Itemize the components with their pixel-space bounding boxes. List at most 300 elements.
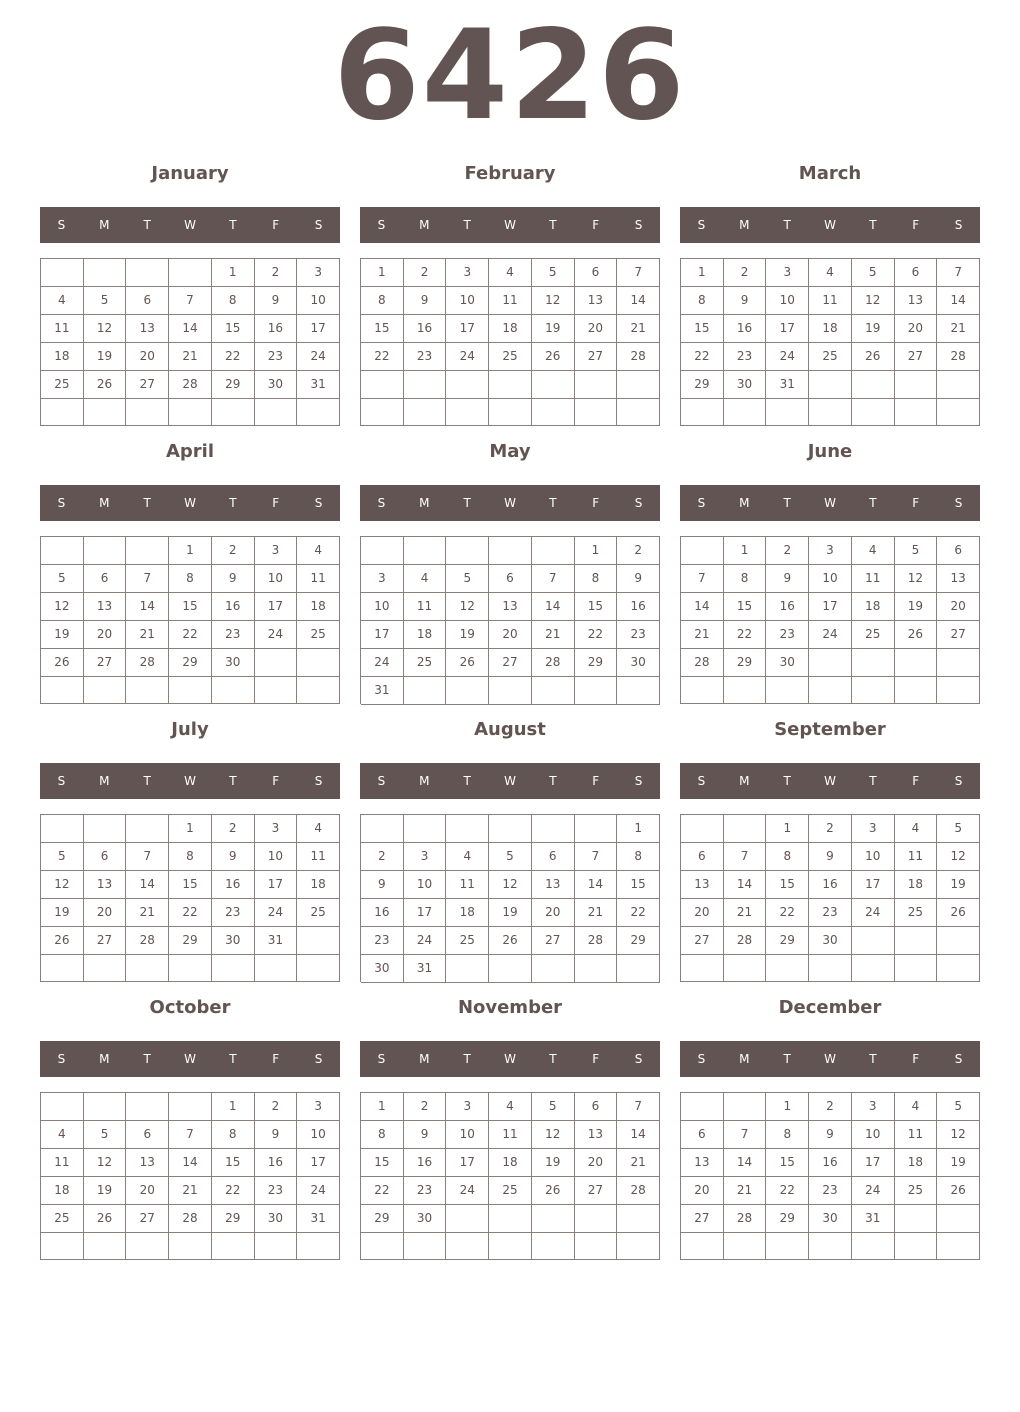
day-cell: 17	[297, 1149, 340, 1177]
month-name: August	[474, 719, 546, 740]
day-cell: 14	[126, 593, 169, 621]
month-name: February	[464, 163, 556, 184]
day-cell: 17	[255, 593, 298, 621]
day-cell: 19	[489, 899, 532, 927]
empty-cell	[852, 677, 895, 704]
day-cell: 28	[937, 343, 980, 371]
empty-cell	[724, 955, 767, 982]
day-cell: 8	[681, 287, 724, 315]
day-cell: 14	[575, 871, 618, 899]
empty-cell	[297, 677, 340, 704]
month-name: April	[165, 441, 215, 462]
empty-cell	[126, 1093, 169, 1121]
day-cell: 31	[766, 371, 809, 399]
day-cell: 21	[617, 315, 660, 343]
empty-cell	[852, 371, 895, 399]
day-cell: 6	[681, 843, 724, 871]
empty-cell	[126, 537, 169, 565]
day-cell: 17	[446, 1149, 489, 1177]
empty-cell	[532, 1205, 575, 1233]
day-cell: 25	[852, 621, 895, 649]
day-cell: 28	[724, 927, 767, 955]
day-cell: 18	[489, 1149, 532, 1177]
day-cell: 13	[895, 287, 938, 315]
day-cell: 2	[724, 259, 767, 287]
day-cell: 2	[361, 843, 404, 871]
weekday-label: S	[314, 1052, 323, 1066]
weekday-label: T	[463, 774, 471, 788]
empty-cell	[126, 399, 169, 426]
day-cell: 7	[575, 843, 618, 871]
day-cell: 7	[617, 259, 660, 287]
day-cell: 22	[361, 1177, 404, 1205]
day-cell: 18	[895, 1149, 938, 1177]
day-cell: 19	[446, 621, 489, 649]
day-cell: 29	[169, 649, 212, 677]
weekday-label: S	[697, 218, 706, 232]
day-cell: 17	[255, 871, 298, 899]
empty-cell	[937, 1233, 980, 1260]
empty-cell	[895, 677, 938, 704]
empty-cell	[41, 1233, 84, 1260]
day-cell: 6	[126, 287, 169, 315]
empty-cell	[681, 537, 724, 565]
day-cell: 18	[297, 871, 340, 899]
day-cell: 28	[126, 649, 169, 677]
empty-cell	[446, 1233, 489, 1260]
day-cell: 7	[126, 565, 169, 593]
empty-cell	[895, 649, 938, 677]
weekday-label: M	[419, 218, 430, 232]
weekday-header	[360, 485, 660, 521]
day-cell: 18	[404, 621, 447, 649]
empty-cell	[126, 259, 169, 287]
empty-cell	[84, 399, 127, 426]
day-cell: 3	[297, 1093, 340, 1121]
day-cell: 9	[212, 565, 255, 593]
day-cell: 1	[575, 537, 618, 565]
weekday-label: F	[272, 496, 280, 510]
day-cell: 27	[84, 927, 127, 955]
day-cell: 5	[84, 1121, 127, 1149]
day-cell: 12	[84, 315, 127, 343]
empty-cell	[895, 1233, 938, 1260]
day-cell: 20	[126, 1177, 169, 1205]
day-cell: 22	[212, 1177, 255, 1205]
day-cell: 11	[895, 1121, 938, 1149]
day-cell: 10	[446, 1121, 489, 1149]
empty-cell	[895, 399, 938, 426]
weekday-label: W	[504, 1052, 516, 1066]
day-cell: 10	[297, 1121, 340, 1149]
empty-cell	[617, 399, 660, 427]
empty-cell	[937, 1205, 980, 1233]
day-cell: 3	[297, 259, 340, 287]
month-name: October	[149, 997, 231, 1018]
day-cell: 11	[895, 843, 938, 871]
empty-cell	[489, 815, 532, 843]
day-cell: 11	[297, 843, 340, 871]
day-cell: 11	[489, 287, 532, 315]
empty-cell	[255, 955, 298, 982]
weekday-label: S	[314, 774, 323, 788]
day-cell: 25	[446, 927, 489, 955]
weekday-header	[360, 763, 660, 799]
day-cell: 20	[532, 899, 575, 927]
day-cell: 3	[852, 1093, 895, 1121]
day-cell: 10	[297, 287, 340, 315]
day-cell: 1	[212, 1093, 255, 1121]
day-cell: 15	[169, 593, 212, 621]
empty-cell	[361, 371, 404, 399]
day-cell: 7	[126, 843, 169, 871]
day-cell: 25	[41, 371, 84, 399]
day-cell: 22	[724, 621, 767, 649]
empty-cell	[895, 927, 938, 955]
weekday-label: S	[377, 774, 386, 788]
day-cell: 22	[766, 1177, 809, 1205]
day-cell: 16	[361, 899, 404, 927]
day-cell: 4	[41, 1121, 84, 1149]
day-cell: 23	[361, 927, 404, 955]
empty-cell	[404, 399, 447, 427]
weekday-label: W	[184, 1052, 196, 1066]
weekday-label: F	[912, 496, 920, 510]
empty-cell	[446, 1205, 489, 1233]
empty-cell	[255, 677, 298, 704]
empty-cell	[255, 1233, 298, 1260]
empty-cell	[297, 399, 340, 426]
empty-cell	[724, 1093, 767, 1121]
day-cell: 28	[532, 649, 575, 677]
empty-cell	[937, 955, 980, 982]
day-cell: 5	[532, 259, 575, 287]
day-cell: 19	[852, 315, 895, 343]
weekday-label: S	[954, 496, 963, 510]
weekday-label: M	[739, 496, 750, 510]
day-cell: 12	[532, 1121, 575, 1149]
day-cell: 16	[724, 315, 767, 343]
empty-cell	[575, 371, 618, 399]
day-cell: 4	[809, 259, 852, 287]
empty-cell	[404, 815, 447, 843]
empty-cell	[84, 1233, 127, 1260]
day-cell: 11	[446, 871, 489, 899]
day-cell: 13	[84, 871, 127, 899]
weekday-label: M	[419, 774, 430, 788]
day-cell: 10	[852, 843, 895, 871]
day-cell: 4	[489, 259, 532, 287]
day-cell: 14	[937, 287, 980, 315]
day-cell: 5	[41, 565, 84, 593]
day-cell: 18	[809, 315, 852, 343]
day-cell: 18	[446, 899, 489, 927]
day-cell: 3	[766, 259, 809, 287]
day-cell: 22	[169, 899, 212, 927]
day-cell: 12	[532, 287, 575, 315]
day-cell: 4	[297, 537, 340, 565]
day-cell: 24	[361, 649, 404, 677]
day-cell: 8	[724, 565, 767, 593]
weekday-label: F	[592, 496, 600, 510]
day-cell: 15	[575, 593, 618, 621]
day-grid	[360, 814, 660, 982]
day-cell: 29	[724, 649, 767, 677]
day-cell: 23	[255, 343, 298, 371]
empty-cell	[489, 371, 532, 399]
empty-cell	[126, 955, 169, 982]
day-cell: 13	[681, 871, 724, 899]
day-cell: 3	[255, 815, 298, 843]
day-cell: 6	[895, 259, 938, 287]
day-cell: 13	[489, 593, 532, 621]
day-cell: 1	[361, 259, 404, 287]
day-cell: 1	[169, 537, 212, 565]
day-cell: 27	[532, 927, 575, 955]
day-grid	[40, 258, 340, 426]
day-cell: 14	[169, 1149, 212, 1177]
day-cell: 10	[852, 1121, 895, 1149]
day-cell: 27	[575, 1177, 618, 1205]
empty-cell	[852, 1233, 895, 1260]
day-cell: 21	[532, 621, 575, 649]
day-cell: 17	[766, 315, 809, 343]
day-cell: 20	[895, 315, 938, 343]
empty-cell	[169, 259, 212, 287]
day-cell: 19	[84, 1177, 127, 1205]
month-name: July	[171, 719, 209, 740]
day-cell: 9	[212, 843, 255, 871]
day-cell: 15	[766, 1149, 809, 1177]
day-cell: 30	[255, 1205, 298, 1233]
day-cell: 27	[489, 649, 532, 677]
day-cell: 25	[404, 649, 447, 677]
day-cell: 24	[255, 899, 298, 927]
day-cell: 21	[937, 315, 980, 343]
weekday-label: S	[697, 496, 706, 510]
day-cell: 28	[126, 927, 169, 955]
weekday-label: S	[57, 1052, 66, 1066]
empty-cell	[41, 537, 84, 565]
day-cell: 1	[724, 537, 767, 565]
weekday-label: F	[592, 774, 600, 788]
empty-cell	[575, 1233, 618, 1260]
day-cell: 20	[489, 621, 532, 649]
day-cell: 1	[617, 815, 660, 843]
day-cell: 6	[937, 537, 980, 565]
day-cell: 20	[681, 899, 724, 927]
weekday-label: S	[954, 1052, 963, 1066]
day-cell: 29	[681, 371, 724, 399]
weekday-label: T	[869, 774, 877, 788]
weekday-label: S	[57, 218, 66, 232]
day-cell: 2	[617, 537, 660, 565]
day-cell: 6	[575, 259, 618, 287]
day-cell: 26	[852, 343, 895, 371]
day-cell: 8	[617, 843, 660, 871]
month-name: January	[151, 163, 229, 184]
weekday-label: S	[57, 774, 66, 788]
weekday-label: T	[869, 496, 877, 510]
day-cell: 23	[404, 1177, 447, 1205]
day-cell: 13	[937, 565, 980, 593]
day-cell: 28	[617, 1177, 660, 1205]
day-cell: 23	[724, 343, 767, 371]
day-cell: 28	[575, 927, 618, 955]
day-grid	[680, 258, 980, 426]
day-cell: 16	[255, 315, 298, 343]
day-cell: 18	[297, 593, 340, 621]
weekday-label: S	[377, 218, 386, 232]
day-cell: 31	[404, 955, 447, 983]
day-cell: 30	[766, 649, 809, 677]
day-cell: 9	[404, 287, 447, 315]
empty-cell	[361, 815, 404, 843]
day-cell: 16	[766, 593, 809, 621]
empty-cell	[212, 1233, 255, 1260]
day-cell: 17	[809, 593, 852, 621]
day-cell: 15	[361, 1149, 404, 1177]
day-cell: 12	[852, 287, 895, 315]
weekday-header	[360, 207, 660, 243]
empty-cell	[617, 677, 660, 705]
day-cell: 19	[41, 621, 84, 649]
empty-cell	[724, 399, 767, 426]
weekday-label: T	[549, 1052, 557, 1066]
weekday-label: S	[634, 496, 643, 510]
day-cell: 30	[809, 1205, 852, 1233]
empty-cell	[895, 955, 938, 982]
weekday-label: T	[463, 1052, 471, 1066]
empty-cell	[489, 1233, 532, 1260]
day-cell: 2	[404, 259, 447, 287]
empty-cell	[41, 1093, 84, 1121]
empty-cell	[489, 955, 532, 983]
day-cell: 25	[489, 343, 532, 371]
empty-cell	[212, 399, 255, 426]
weekday-label: M	[419, 1052, 430, 1066]
day-cell: 3	[404, 843, 447, 871]
day-cell: 23	[766, 621, 809, 649]
empty-cell	[255, 649, 298, 677]
day-cell: 4	[489, 1093, 532, 1121]
day-cell: 30	[361, 955, 404, 983]
weekday-header	[40, 485, 340, 521]
weekday-header	[40, 1041, 340, 1077]
day-cell: 13	[84, 593, 127, 621]
day-cell: 16	[617, 593, 660, 621]
weekday-label: F	[272, 774, 280, 788]
month-name: December	[778, 997, 882, 1018]
empty-cell	[489, 1205, 532, 1233]
day-cell: 10	[766, 287, 809, 315]
day-cell: 23	[617, 621, 660, 649]
day-cell: 22	[212, 343, 255, 371]
day-cell: 29	[169, 927, 212, 955]
day-cell: 13	[532, 871, 575, 899]
weekday-label: T	[143, 218, 151, 232]
day-cell: 11	[489, 1121, 532, 1149]
day-cell: 23	[212, 899, 255, 927]
day-cell: 15	[766, 871, 809, 899]
empty-cell	[532, 815, 575, 843]
day-cell: 26	[84, 1205, 127, 1233]
day-cell: 6	[575, 1093, 618, 1121]
day-cell: 12	[937, 1121, 980, 1149]
empty-cell	[681, 815, 724, 843]
day-cell: 24	[297, 343, 340, 371]
day-cell: 24	[404, 927, 447, 955]
empty-cell	[681, 677, 724, 704]
weekday-label: S	[954, 774, 963, 788]
day-cell: 27	[126, 371, 169, 399]
empty-cell	[852, 399, 895, 426]
day-cell: 27	[937, 621, 980, 649]
day-cell: 1	[766, 1093, 809, 1121]
day-cell: 7	[169, 1121, 212, 1149]
weekday-label: T	[229, 774, 237, 788]
day-cell: 9	[766, 565, 809, 593]
day-cell: 5	[41, 843, 84, 871]
empty-cell	[41, 955, 84, 982]
day-cell: 24	[446, 343, 489, 371]
day-cell: 24	[852, 899, 895, 927]
month-name: September	[774, 719, 886, 740]
day-cell: 1	[681, 259, 724, 287]
empty-cell	[255, 399, 298, 426]
day-cell: 3	[809, 537, 852, 565]
weekday-label: T	[229, 496, 237, 510]
day-cell: 9	[724, 287, 767, 315]
empty-cell	[297, 649, 340, 677]
day-cell: 20	[84, 621, 127, 649]
day-cell: 26	[41, 927, 84, 955]
empty-cell	[297, 1233, 340, 1260]
day-grid	[40, 814, 340, 982]
day-cell: 9	[809, 843, 852, 871]
day-cell: 21	[681, 621, 724, 649]
day-cell: 11	[41, 1149, 84, 1177]
empty-cell	[41, 815, 84, 843]
day-grid	[360, 258, 660, 426]
day-cell: 6	[489, 565, 532, 593]
day-cell: 1	[169, 815, 212, 843]
day-cell: 21	[169, 343, 212, 371]
day-cell: 5	[489, 843, 532, 871]
day-cell: 12	[937, 843, 980, 871]
day-cell: 11	[41, 315, 84, 343]
day-cell: 22	[617, 899, 660, 927]
day-cell: 3	[255, 537, 298, 565]
day-cell: 12	[489, 871, 532, 899]
empty-cell	[617, 1205, 660, 1233]
weekday-label: W	[504, 218, 516, 232]
day-cell: 10	[404, 871, 447, 899]
day-cell: 16	[255, 1149, 298, 1177]
day-cell: 12	[84, 1149, 127, 1177]
empty-cell	[766, 677, 809, 704]
weekday-header	[40, 763, 340, 799]
day-cell: 19	[895, 593, 938, 621]
day-cell: 9	[255, 287, 298, 315]
day-cell: 10	[809, 565, 852, 593]
day-cell: 11	[404, 593, 447, 621]
day-cell: 28	[617, 343, 660, 371]
empty-cell	[404, 537, 447, 565]
day-cell: 12	[446, 593, 489, 621]
empty-cell	[532, 677, 575, 705]
day-cell: 18	[41, 343, 84, 371]
